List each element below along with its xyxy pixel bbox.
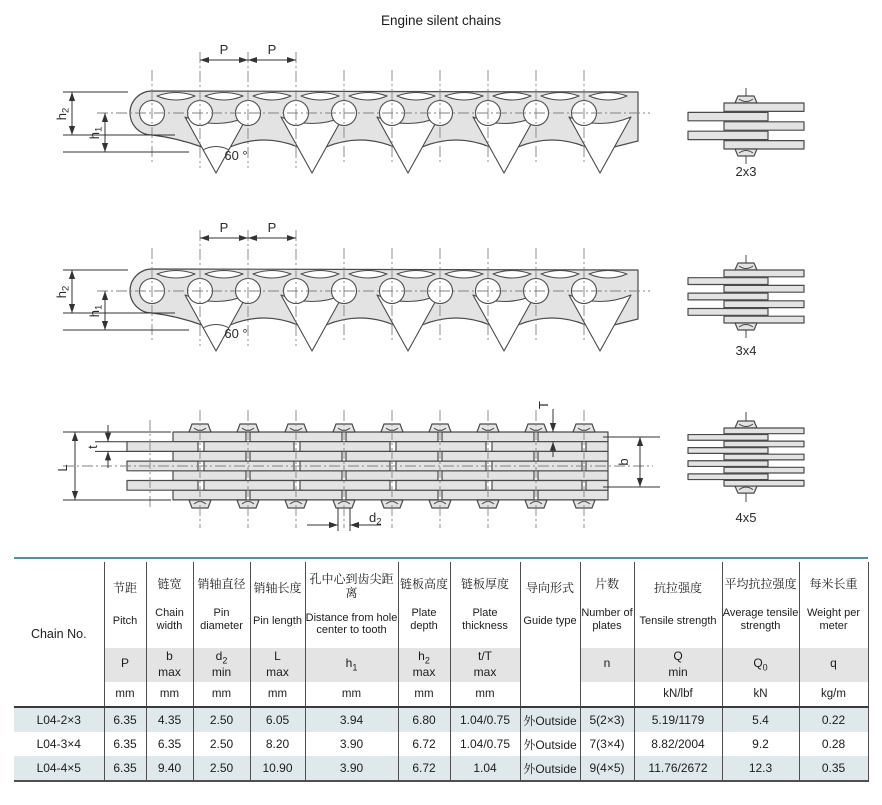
col-header-number-of-plates: 片数 Number of plates: [580, 562, 634, 648]
value-cell: 0.28: [799, 732, 868, 756]
symbol-cell: b max: [146, 648, 193, 682]
col-header-chain-no: Chain No.: [14, 562, 104, 707]
side-view-diagram-2: [55, 218, 655, 368]
chain-no-cell: L04-4×5: [14, 756, 104, 781]
symbol-cell: $h_1$: [305, 648, 398, 682]
value-cell: 5(2×3): [580, 707, 634, 732]
value-cell: 6.35: [146, 732, 193, 756]
dimension-label-h1: h1: [87, 304, 105, 318]
dimension-label-d2: d2: [369, 510, 382, 528]
symbol-cell: Q min: [634, 648, 722, 682]
symbol-cell: P: [104, 648, 146, 682]
dimension-label-b: b: [616, 458, 631, 466]
chain-no-cell: L04-2×3: [14, 707, 104, 732]
value-cell: 6.05: [250, 707, 305, 732]
dimension-label-angle: 60 °: [224, 326, 248, 341]
value-cell: 1.04/0.75: [450, 707, 520, 732]
value-cell: 4.35: [146, 707, 193, 732]
table-row: [14, 756, 868, 781]
symbol-cell: q: [799, 648, 868, 682]
unit-cell: kN: [722, 682, 799, 707]
value-cell: 0.22: [799, 707, 868, 732]
value-cell: 外Outside: [520, 707, 580, 732]
chain-no-cell: L04-3×4: [14, 732, 104, 756]
unit-cell: mm: [193, 682, 250, 707]
col-header-pin-length: 销轴长度 Pin length: [250, 562, 305, 648]
unit-cell: [580, 682, 634, 707]
value-cell: 9(4×5): [580, 756, 634, 781]
dimension-label-pitch: P: [267, 42, 277, 57]
value-cell: 5.19/1179: [634, 707, 722, 732]
value-cell: 3.94: [305, 707, 398, 732]
end-view-label: 2x3: [735, 164, 757, 179]
symbol-row: [14, 648, 868, 682]
value-cell: 1.04/0.75: [450, 732, 520, 756]
dimension-label-angle: 60 °: [224, 148, 248, 163]
unit-cell: kN/lbf: [634, 682, 722, 707]
col-header-pitch: 节距 Pitch: [104, 562, 146, 648]
value-cell: 11.76/2672: [634, 756, 722, 781]
page-title: Engine silent chains: [380, 13, 502, 28]
unit-row: [14, 682, 868, 707]
side-view-diagram-1: [55, 40, 655, 190]
col-header-chain-width: 链宽 Chain width: [146, 562, 193, 648]
plan-view-diagram: [55, 395, 715, 545]
chain-band: [97, 52, 650, 173]
value-cell: 外Outside: [520, 732, 580, 756]
symbol-cell: n: [580, 648, 634, 682]
value-cell: 外Outside: [520, 756, 580, 781]
end-view-plates: [688, 421, 804, 493]
end-view-plates: [688, 96, 804, 156]
unit-cell: mm: [450, 682, 520, 707]
value-cell: 5.4: [722, 707, 799, 732]
unit-cell: mm: [250, 682, 305, 707]
header-row: [14, 562, 868, 648]
unit-cell: mm: [305, 682, 398, 707]
value-cell: 6.35: [104, 756, 146, 781]
end-view-4x5: [680, 412, 812, 526]
value-cell: 12.3: [722, 756, 799, 781]
plate-stack: [63, 410, 653, 528]
value-cell: 2.50: [193, 732, 250, 756]
end-view-3x4: [680, 255, 812, 359]
unit-cell: mm: [146, 682, 193, 707]
spec-table-section: [14, 557, 868, 782]
col-header-plate-thickness: 链板厚度 Plate thickness: [450, 562, 520, 648]
value-cell: 1.04: [450, 756, 520, 781]
symbol-cell: $Q_0$: [722, 648, 799, 682]
dimension-label-h1: h1: [87, 126, 105, 140]
symbol-cell: $h_2$ max: [398, 648, 450, 682]
value-cell: 6.35: [104, 732, 146, 756]
value-cell: 0.35: [799, 756, 868, 781]
end-view-plates: [688, 263, 804, 330]
end-view-label: 4x5: [735, 510, 757, 525]
col-header-average-tensile-strength: 平均抗拉强度 Average tensile strength: [722, 562, 799, 648]
value-cell: 3.90: [305, 732, 398, 756]
chain-band: [97, 230, 650, 351]
end-view-2x3: [680, 88, 812, 180]
value-cell: 9.2: [722, 732, 799, 756]
unit-cell: kg/m: [799, 682, 868, 707]
dimension-label-h2: h2: [54, 107, 72, 121]
dimension-label-length: L: [55, 464, 70, 472]
col-header-pin-diameter: 销轴直径 Pin diameter: [193, 562, 250, 648]
col-header-weight-per-meter: 每米长重 Weight per meter: [799, 562, 868, 648]
spec-table: [14, 562, 869, 782]
col-header-hole-to-tooth: 孔中心到齿尖距离 Distance from hole center to tooth: [305, 562, 398, 648]
col-header-plate-depth: 链板高度 Plate depth: [398, 562, 450, 648]
value-cell: 6.72: [398, 756, 450, 781]
symbol-cell: $d_2$ min: [193, 648, 250, 682]
dimension-label-pitch: P: [219, 220, 229, 235]
value-cell: 6.80: [398, 707, 450, 732]
end-view-label: 3x4: [735, 343, 757, 358]
value-cell: 3.90: [305, 756, 398, 781]
dimension-label-t: t: [85, 445, 100, 449]
dimension-label-T: T: [536, 401, 551, 409]
value-cell: 9.40: [146, 756, 193, 781]
value-cell: 6.35: [104, 707, 146, 732]
value-cell: 7(3×4): [580, 732, 634, 756]
table-row: [14, 707, 868, 732]
value-cell: 8.20: [250, 732, 305, 756]
unit-cell: mm: [104, 682, 146, 707]
value-cell: 2.50: [193, 707, 250, 732]
value-cell: 2.50: [193, 756, 250, 781]
unit-cell: mm: [398, 682, 450, 707]
dimension-label-pitch: P: [267, 220, 277, 235]
dimension-label-pitch: P: [219, 42, 229, 57]
symbol-cell-guide-type: [520, 648, 580, 707]
table-row: [14, 732, 868, 756]
value-cell: 8.82/2004: [634, 732, 722, 756]
dimension-label-h2: h2: [54, 285, 72, 299]
value-cell: 6.72: [398, 732, 450, 756]
table-top-accent-rule: [14, 557, 868, 559]
col-header-guide-type: 导向形式 Guide type: [520, 562, 580, 648]
symbol-cell: t/T max: [450, 648, 520, 682]
value-cell: 10.90: [250, 756, 305, 781]
col-header-tensile-strength: 抗拉强度 Tensile strength: [634, 562, 722, 648]
symbol-cell: L max: [250, 648, 305, 682]
